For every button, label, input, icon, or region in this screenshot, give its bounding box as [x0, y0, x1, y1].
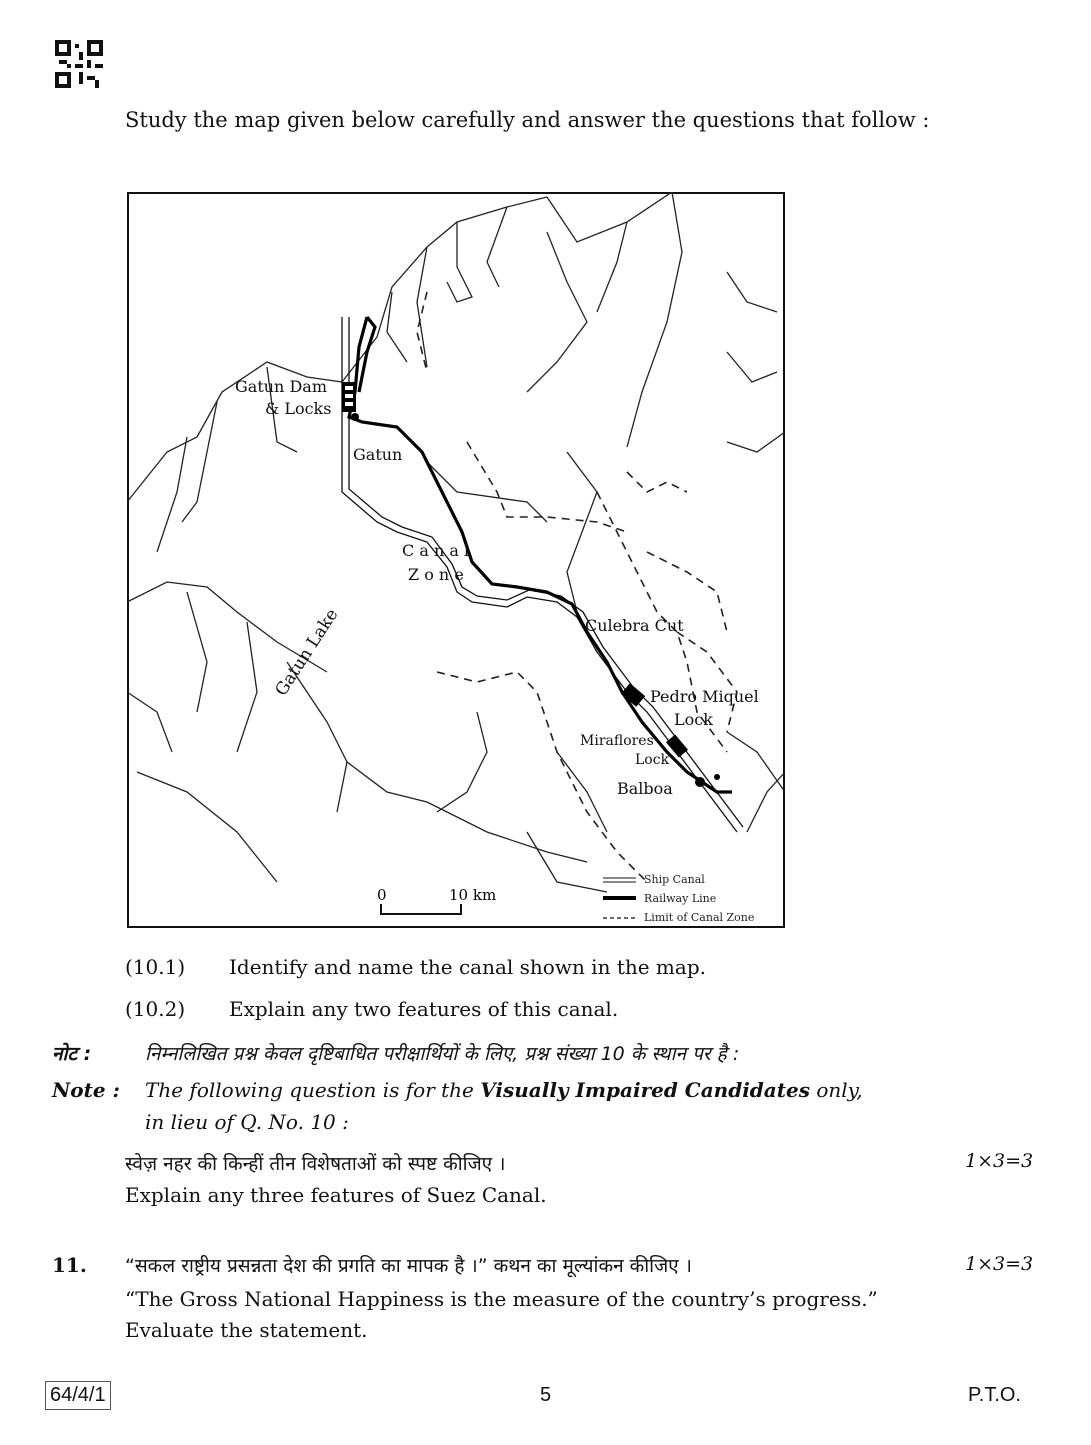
intro-text: Study the map given below carefully and answer the questions that follow :: [125, 108, 930, 132]
question-11-hindi: “सकल राष्ट्रीय प्रसन्नता देश की प्रगति का मापक है ।” कथन का मूल्यांकन कीजिए ।: [125, 1255, 692, 1277]
note-english: Note : The following question is for the Visually Impaired Candidates only,: [52, 1078, 863, 1102]
label-pedro-miquel-lock: Lock: [674, 710, 713, 729]
note-hindi: नोट : निम्नलिखित प्रश्न केवल दृष्टिबाधित परीक्षार्थियों के लिए, प्रश्न संख्या 10 के स्थान पर है :: [52, 1043, 740, 1065]
label-canal: C a n a l: [402, 541, 470, 560]
question-11-marks: 1×3=3: [965, 1253, 1034, 1275]
label-miraflores: Miraflores: [580, 733, 654, 749]
page-number: 5: [540, 1384, 552, 1406]
label-balboa: Balboa: [617, 779, 673, 798]
label-gatun-dam-locks: & Locks: [265, 399, 332, 418]
label-gatun-lake: Gatun Lake: [271, 605, 343, 700]
svg-text:10 km: 10 km: [449, 886, 497, 904]
paper-code: 64/4/1: [45, 1381, 111, 1410]
label-miraflores-lock: Lock: [635, 752, 670, 768]
label-culebra-cut: Culebra Cut: [585, 616, 684, 635]
vi-question-english: Explain any three features of Suez Canal.: [125, 1183, 547, 1207]
legend-ship-canal: Ship Canal: [644, 873, 705, 886]
vi-question-marks: 1×3=3: [965, 1150, 1034, 1172]
label-pedro-miquel: Pedro Miquel: [650, 687, 759, 706]
legend-canal-zone-limit: Limit of Canal Zone: [644, 911, 755, 924]
label-gatun: Gatun: [353, 445, 403, 464]
legend-railway-line: Railway Line: [644, 892, 717, 905]
qr-code: [55, 40, 103, 88]
label-zone: Z o n e: [408, 565, 464, 584]
question-11-number: 11.: [52, 1253, 87, 1277]
pto-label: P.T.O.: [968, 1384, 1021, 1406]
svg-text:0: 0: [377, 886, 387, 904]
question-11-english-line1: “The Gross National Happiness is the measure of the country’s progress.”: [125, 1287, 878, 1311]
question-11-english-line2: Evaluate the statement.: [125, 1318, 368, 1342]
note-english-line2: in lieu of Q. No. 10 :: [145, 1110, 349, 1134]
vi-question-hindi: स्वेज़ नहर की किन्हीं तीन विशेषताओं को स्पष्ट कीजिए ।: [125, 1153, 506, 1175]
panama-canal-map: [127, 192, 785, 928]
label-gatun-dam: Gatun Dam: [235, 377, 327, 396]
